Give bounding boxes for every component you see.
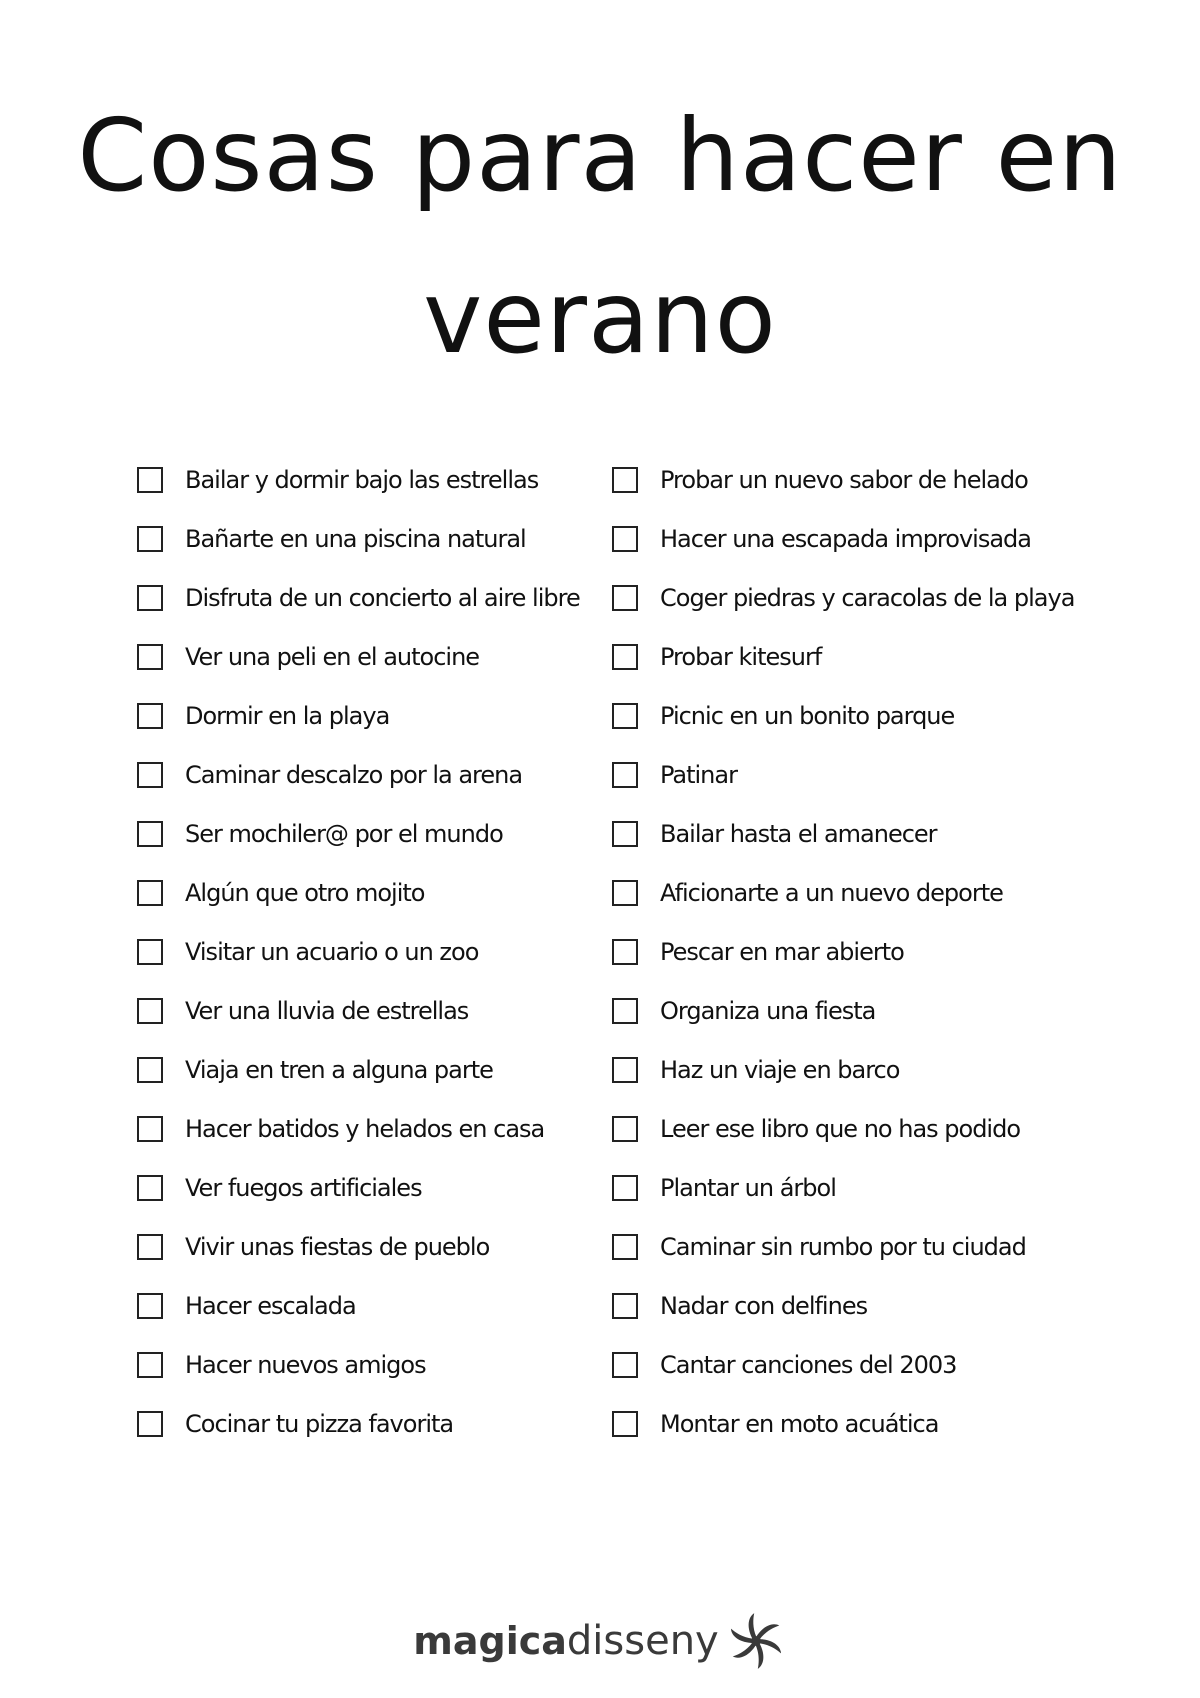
checklist-item-label: Dormir en la playa (185, 701, 390, 730)
checklist-item[interactable] (137, 1394, 607, 1453)
checkbox[interactable] (612, 1175, 638, 1201)
checklist-item-label: Aficionarte a un nuevo deporte (660, 878, 1003, 907)
checklist-item[interactable] (137, 686, 607, 745)
checkbox[interactable] (137, 1057, 163, 1083)
checklist-item[interactable] (137, 981, 607, 1040)
checkbox[interactable] (137, 880, 163, 906)
checklist-item-label: Haz un viaje en barco (660, 1055, 900, 1084)
checkbox[interactable] (137, 998, 163, 1024)
page-title: Cosas para hacer en verano (77, 97, 1123, 376)
checkbox[interactable] (137, 644, 163, 670)
checkbox[interactable] (612, 939, 638, 965)
swirl-logo-icon (725, 1610, 787, 1672)
checkbox[interactable] (612, 526, 638, 552)
checklist-item[interactable] (612, 509, 1172, 568)
checklist-item-label: Ser mochiler@ por el mundo (185, 819, 503, 848)
checkbox[interactable] (137, 1116, 163, 1142)
checkbox[interactable] (137, 939, 163, 965)
checklist-item[interactable] (612, 863, 1172, 922)
checklist-item-label: Ver una lluvia de estrellas (185, 996, 469, 1025)
brand-name-bold: magica (413, 1619, 567, 1663)
checklist-item-label: Bailar hasta el amanecer (660, 819, 937, 848)
checklist-item[interactable] (137, 745, 607, 804)
checkbox[interactable] (612, 762, 638, 788)
checklist-item[interactable] (137, 1217, 607, 1276)
checklist-item[interactable] (612, 1217, 1172, 1276)
checklist-item[interactable] (137, 922, 607, 981)
checklist-item[interactable] (612, 922, 1172, 981)
checklist-item-label: Cocinar tu pizza favorita (185, 1409, 454, 1438)
checkbox[interactable] (612, 1411, 638, 1437)
checklist-item-label: Vivir unas fiestas de pueblo (185, 1232, 490, 1261)
checklist-item-label: Caminar sin rumbo por tu ciudad (660, 1232, 1026, 1261)
checklist-item-label: Hacer nuevos amigos (185, 1350, 426, 1379)
checklist-item-label: Coger piedras y caracolas de la playa (660, 583, 1075, 612)
checkbox[interactable] (137, 1352, 163, 1378)
brand-name-light: disseny (566, 1618, 719, 1664)
checklist-item[interactable] (612, 568, 1172, 627)
checklist-item-label: Disfruta de un concierto al aire libre (185, 583, 580, 612)
checklist-item-label: Pescar en mar abierto (660, 937, 904, 966)
checklist-item-label: Algún que otro mojito (185, 878, 425, 907)
checkbox[interactable] (612, 880, 638, 906)
checklist-item[interactable] (137, 1158, 607, 1217)
checkbox[interactable] (137, 1234, 163, 1260)
checkbox[interactable] (137, 585, 163, 611)
checklist-item[interactable] (612, 686, 1172, 745)
checkbox[interactable] (612, 585, 638, 611)
checklist-item[interactable] (612, 1158, 1172, 1217)
checkbox[interactable] (137, 467, 163, 493)
checkbox[interactable] (612, 998, 638, 1024)
checkbox[interactable] (612, 1057, 638, 1083)
checkbox[interactable] (612, 1234, 638, 1260)
checklist-item-label: Hacer batidos y helados en casa (185, 1114, 545, 1143)
checklist-item-label: Hacer una escapada improvisada (660, 524, 1031, 553)
checklist-item-label: Visitar un acuario o un zoo (185, 937, 479, 966)
checklist-item[interactable] (612, 1276, 1172, 1335)
checkbox[interactable] (612, 467, 638, 493)
checklist-item-label: Bailar y dormir bajo las estrellas (185, 465, 539, 494)
checklist-item[interactable] (137, 804, 607, 863)
checkbox[interactable] (137, 1175, 163, 1201)
checklist-item[interactable] (137, 1276, 607, 1335)
checklist-item[interactable] (137, 1335, 607, 1394)
checklist-item[interactable] (137, 509, 607, 568)
checklist-item[interactable] (137, 627, 607, 686)
checklist-item-label: Picnic en un bonito parque (660, 701, 955, 730)
checklist-item[interactable] (612, 1040, 1172, 1099)
checklist-item[interactable] (137, 568, 607, 627)
checklist-item[interactable] (137, 863, 607, 922)
checklist-item-label: Nadar con delfines (660, 1291, 868, 1320)
checklist-item[interactable] (612, 804, 1172, 863)
checkbox[interactable] (137, 703, 163, 729)
checklist-item-label: Organiza una fiesta (660, 996, 876, 1025)
checklist-item[interactable] (137, 450, 607, 509)
checklist-item[interactable] (612, 745, 1172, 804)
brand-logo (0, 1610, 1200, 1672)
checklist-item[interactable] (137, 1099, 607, 1158)
checkbox[interactable] (612, 1352, 638, 1378)
checkbox[interactable] (137, 762, 163, 788)
checklist-item-label: Cantar canciones del 2003 (660, 1350, 957, 1379)
checklist-item-label: Montar en moto acuática (660, 1409, 939, 1438)
checklist-item-label: Caminar descalzo por la arena (185, 760, 523, 789)
checklist-column-right (612, 450, 1172, 1453)
checklist-item-label: Patinar (660, 760, 737, 789)
checkbox[interactable] (137, 821, 163, 847)
checkbox[interactable] (612, 821, 638, 847)
checklist-item-label: Hacer escalada (185, 1291, 356, 1320)
checklist-item-label: Probar un nuevo sabor de helado (660, 465, 1028, 494)
checklist-item[interactable] (612, 1099, 1172, 1158)
checklist-item[interactable] (612, 627, 1172, 686)
checklist-item-label: Ver una peli en el autocine (185, 642, 480, 671)
checkbox[interactable] (612, 703, 638, 729)
checkbox[interactable] (137, 1293, 163, 1319)
checkbox[interactable] (612, 1116, 638, 1142)
checklist-column-left (137, 450, 607, 1453)
checklist-item-label: Ver fuegos artificiales (185, 1173, 422, 1202)
checklist-item[interactable] (612, 1335, 1172, 1394)
checklist-item-label: Leer ese libro que no has podido (660, 1114, 1021, 1143)
checklist-item-label: Probar kitesurf (660, 642, 822, 671)
checklist-item-label: Plantar un árbol (660, 1173, 836, 1202)
checkbox[interactable] (612, 1293, 638, 1319)
checklist-item-label: Viaja en tren a alguna parte (185, 1055, 493, 1084)
checkbox[interactable] (137, 526, 163, 552)
checklist-item[interactable] (612, 981, 1172, 1040)
checklist-item[interactable] (612, 1394, 1172, 1453)
checklist-item[interactable] (137, 1040, 607, 1099)
checklist-item-label: Bañarte en una piscina natural (185, 524, 526, 553)
checklist-item[interactable] (612, 450, 1172, 509)
checkbox[interactable] (137, 1411, 163, 1437)
checkbox[interactable] (612, 644, 638, 670)
